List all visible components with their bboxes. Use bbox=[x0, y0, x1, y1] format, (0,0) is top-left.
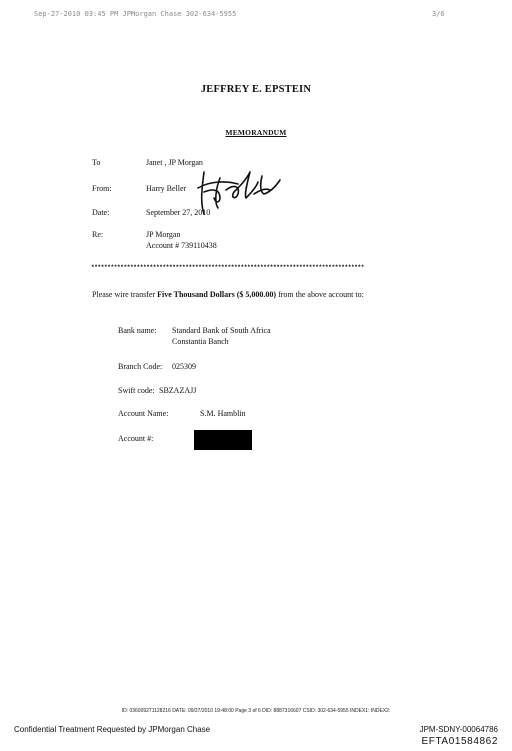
swift-code-value: SBZAZAJJ bbox=[159, 386, 197, 395]
bank-name-line-2: Constantia Banch bbox=[172, 337, 229, 346]
account-name-label: Account Name: bbox=[118, 409, 169, 418]
account-name-value: S.M. Hamblin bbox=[200, 409, 246, 418]
instruction-amount: Five Thousand Dollars ($ 5,000.00) bbox=[157, 290, 277, 299]
bates-number-jpm: JPM-SDNY-00064786 bbox=[419, 725, 498, 734]
from-value: Harry Beller bbox=[146, 184, 187, 193]
instruction-suffix: from the above account to: bbox=[276, 290, 364, 299]
fax-page-number: 3/6 bbox=[432, 10, 445, 18]
re-label: Re: bbox=[92, 230, 104, 239]
handwritten-signature bbox=[190, 158, 285, 220]
instruction-prefix: Please wire transfer bbox=[92, 290, 158, 299]
to-value: Janet , JP Morgan bbox=[146, 158, 203, 167]
redacted-account-number bbox=[194, 430, 252, 450]
confidential-notice: Confidential Treatment Requested by JPMorgan Chase bbox=[14, 725, 211, 734]
fax-transmission-line: Sep-27-2010 03:45 PM JPMorgan Chase 302-634-5955 bbox=[34, 10, 237, 18]
fax-header bbox=[0, 10, 512, 24]
account-number-label: Account #: bbox=[118, 434, 154, 443]
branch-code-value: 025309 bbox=[172, 362, 196, 371]
wire-instruction bbox=[92, 290, 364, 299]
separator-line: ************************************************************************************ bbox=[91, 264, 365, 271]
from-label: From: bbox=[92, 184, 112, 193]
date-label: Date: bbox=[92, 208, 110, 217]
fax-id-line: ID: 036009271128216 DATE: 09/27/2010 19:48:00 Page 3 of 6 DID: 8887316607 CSID: 302-634-5955 INDEX1: INDEX2: bbox=[121, 708, 391, 714]
re-line-1: JP Morgan bbox=[146, 230, 181, 239]
memo-heading: MEMORANDUM bbox=[225, 128, 287, 137]
swift-code-label: Swift code: bbox=[118, 386, 155, 395]
re-line-2: Account # 739110438 bbox=[146, 241, 217, 250]
letterhead-title: JEFFREY E. EPSTEIN bbox=[200, 84, 312, 95]
bank-name-label: Bank name: bbox=[118, 326, 157, 335]
branch-code-label: Branch Code: bbox=[118, 362, 163, 371]
date-value: September 27, 2010 bbox=[146, 208, 211, 217]
to-label: To bbox=[92, 158, 101, 167]
bank-name-line-1: Standard Bank of South Africa bbox=[172, 326, 271, 335]
bates-number-efta: EFTA01584862 bbox=[421, 736, 498, 747]
